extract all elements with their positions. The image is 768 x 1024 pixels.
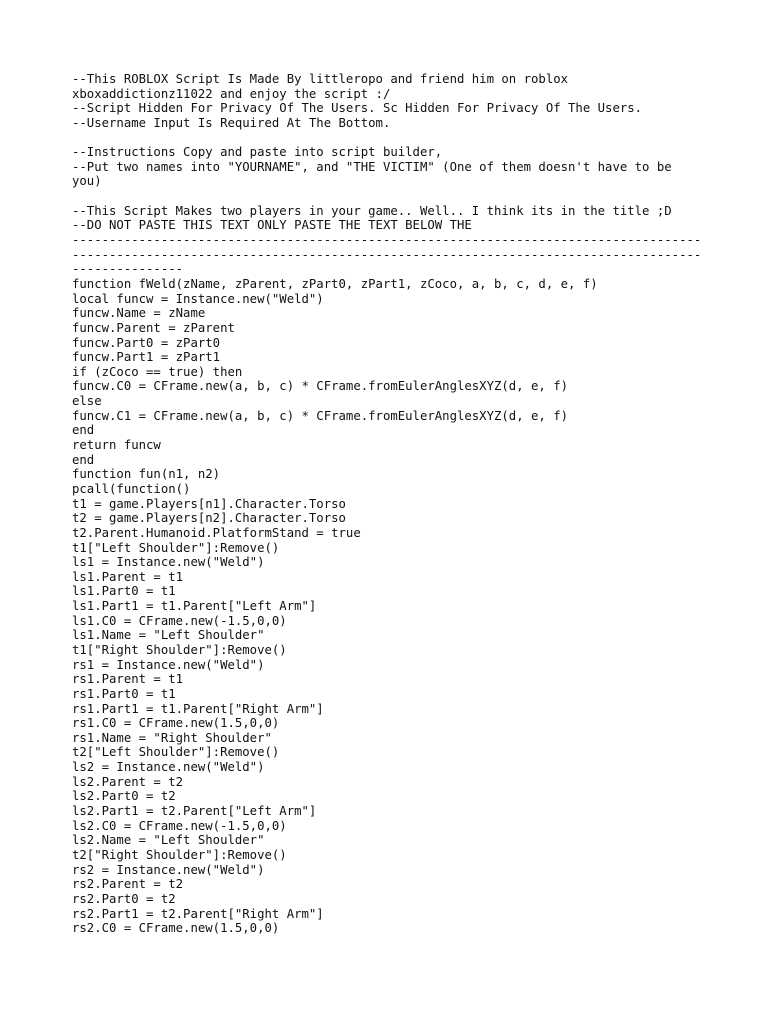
script-line: ls1.Part0 = t1: [72, 584, 176, 599]
script-line: rs1.Parent = t1: [72, 672, 184, 687]
script-line: funcw.Part1 = zPart1: [72, 350, 221, 365]
script-line: else: [72, 394, 102, 409]
script-line: t2 = game.Players[n2].Character.Torso: [72, 511, 346, 526]
script-line: ls1 = Instance.new("Weld"): [72, 555, 265, 570]
script-line: rs1.C0 = CFrame.new(1.5,0,0): [72, 716, 280, 731]
script-line: funcw.Part0 = zPart0: [72, 335, 221, 350]
script-line: rs1 = Instance.new("Weld"): [72, 657, 265, 672]
script-line: ls2.Parent = t2: [72, 774, 184, 789]
script-line: --Put two names into "YOURNAME", and "THE VICTIM" (One of them doesn't have to be: [72, 159, 672, 174]
script-line: ---------------: [72, 262, 184, 277]
script-line: end: [72, 423, 95, 438]
script-line: rs1.Name = "Right Shoulder": [72, 730, 272, 745]
script-line: rs2.Part0 = t2: [72, 891, 176, 906]
script-line: -------------------------------------------------------------------------------------: [72, 233, 702, 248]
script-line: ls2.Part1 = t2.Parent["Left Arm"]: [72, 804, 317, 819]
script-line: rs1.Part0 = t1: [72, 686, 176, 701]
blank-line: [72, 189, 698, 204]
script-line: funcw.C0 = CFrame.new(a, b, c) * CFrame.fromEulerAnglesXYZ(d, e, f): [72, 379, 569, 394]
script-line: t2.Parent.Humanoid.PlatformStand = true: [72, 525, 361, 540]
script-line: pcall(function(): [72, 481, 191, 496]
script-line: local funcw = Instance.new("Weld"): [72, 291, 324, 306]
script-line: you): [72, 174, 102, 189]
script-line: -------------------------------------------------------------------------------------: [72, 247, 702, 262]
script-line: ls2 = Instance.new("Weld"): [72, 760, 265, 775]
script-line: t1["Left Shoulder"]:Remove(): [72, 540, 280, 555]
script-line: return funcw: [72, 438, 161, 453]
script-line: ls1.C0 = CFrame.new(-1.5,0,0): [72, 613, 287, 628]
script-line: rs2.Parent = t2: [72, 877, 184, 892]
script-line: ls2.Name = "Left Shoulder": [72, 833, 265, 848]
script-line: xboxaddictionz11022 and enjoy the script :/: [72, 86, 391, 101]
script-line: ls1.Name = "Left Shoulder": [72, 628, 265, 643]
script-line: --Username Input Is Required At The Bottom.: [72, 115, 391, 130]
script-line: funcw.Name = zName: [72, 306, 206, 321]
script-line: --Instructions Copy and paste into script builder,: [72, 145, 443, 160]
script-line: --This Script Makes two players in your game.. Well.. I think its in the title ;D: [72, 203, 672, 218]
script-line: ls2.Part0 = t2: [72, 789, 176, 804]
script-line: t2["Right Shoulder"]:Remove(): [72, 847, 287, 862]
script-line: t1 = game.Players[n1].Character.Torso: [72, 496, 346, 511]
script-line: --Script Hidden For Privacy Of The Users. Sc Hidden For Privacy Of The Users.: [72, 101, 643, 116]
script-line: ls1.Part1 = t1.Parent["Left Arm"]: [72, 599, 317, 614]
script-line: function fun(n1, n2): [72, 467, 221, 482]
script-line: --This ROBLOX Script Is Made By littleropo and friend him on roblox: [72, 72, 569, 86]
script-line: funcw.C1 = CFrame.new(a, b, c) * CFrame.fromEulerAnglesXYZ(d, e, f): [72, 408, 569, 423]
script-line: --DO NOT PASTE THIS TEXT ONLY PASTE THE TEXT BELOW THE: [72, 218, 472, 233]
script-text-block: [72, 72, 702, 936]
script-line: t2["Left Shoulder"]:Remove(): [72, 745, 280, 760]
script-line: if (zCoco == true) then: [72, 364, 243, 379]
blank-line: [72, 131, 698, 146]
script-line: ls1.Parent = t1: [72, 569, 184, 584]
script-line: rs2.Part1 = t2.Parent["Right Arm"]: [72, 906, 324, 921]
script-line: function fWeld(zName, zParent, zPart0, zPart1, zCoco, a, b, c, d, e, f): [72, 276, 598, 291]
script-line: rs2.C0 = CFrame.new(1.5,0,0): [72, 921, 280, 936]
script-line: rs1.Part1 = t1.Parent["Right Arm"]: [72, 701, 324, 716]
script-line: rs2 = Instance.new("Weld"): [72, 862, 265, 877]
script-line: funcw.Parent = zParent: [72, 320, 235, 335]
script-line: t1["Right Shoulder"]:Remove(): [72, 642, 287, 657]
script-line: ls2.C0 = CFrame.new(-1.5,0,0): [72, 818, 287, 833]
script-line: end: [72, 452, 95, 467]
